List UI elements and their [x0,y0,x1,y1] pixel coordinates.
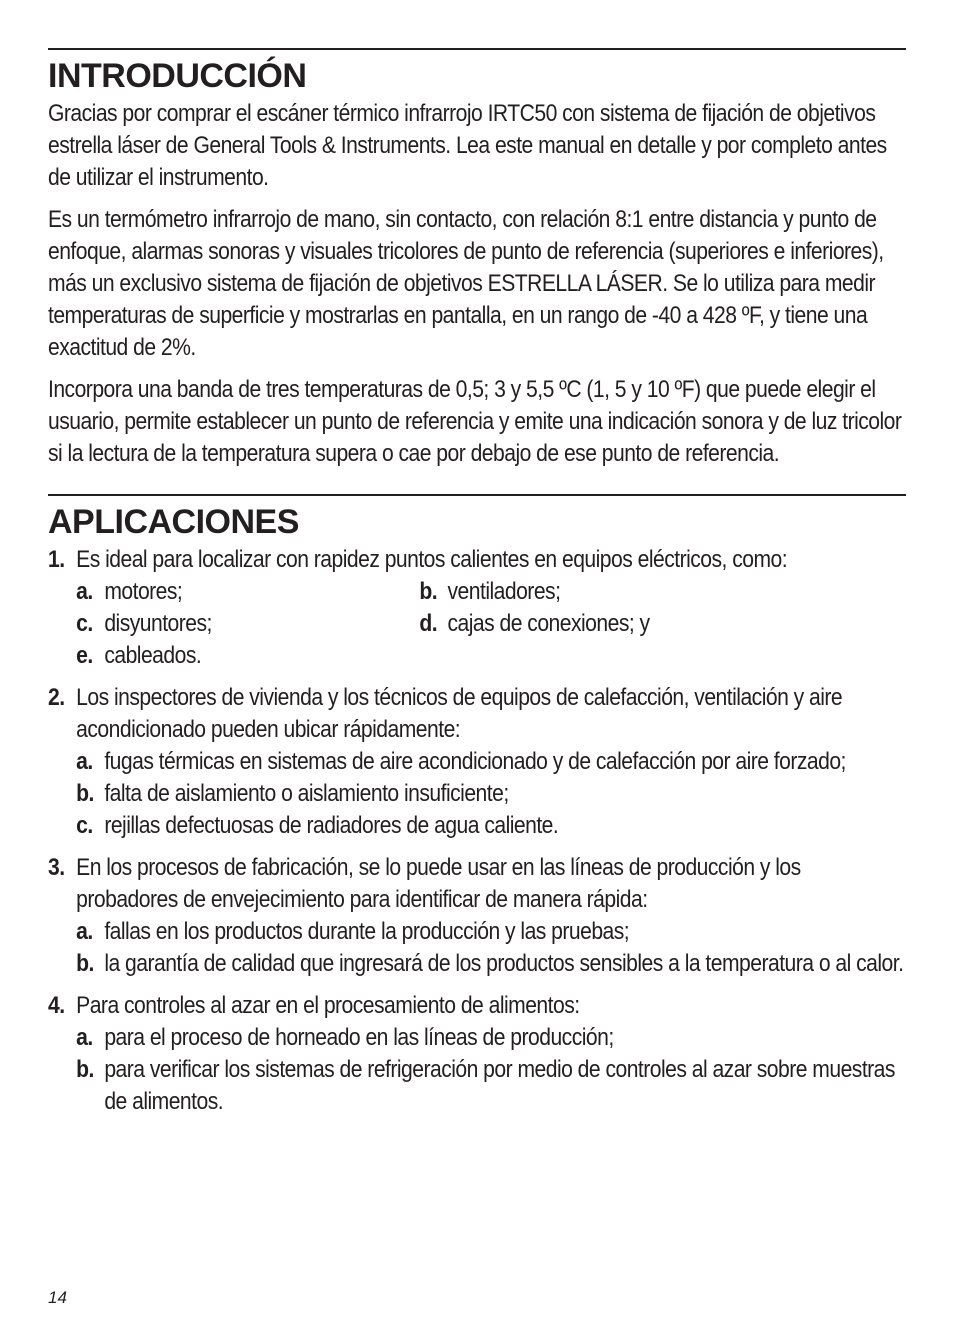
sub-letter: a. [76,578,93,605]
sub-text: cableados. [104,642,202,669]
sub-letter: a. [76,748,93,775]
sub-letter: e. [76,642,93,669]
sub-letter: b. [76,780,94,807]
sub-text: para verificar los sistemas de refrigeración por medio de controles al azar sobre muestras de alimentos. [104,1056,895,1115]
sub-item [419,576,906,608]
item-number: 3. [48,854,65,881]
item-number: 4. [48,992,65,1019]
sub-letter: b. [76,950,94,977]
application-item [48,544,906,672]
intro-heading: INTRODUCCIÓN [48,57,307,95]
intro-paragraph: Incorpora una banda de tres temperaturas de 0,5; 3 y 5,5 ºC (1, 5 y 10 ºF) que puede elegir el usuario, permite establecer un punto de referencia y emite una indicación sonora y de luz tricolor si la lectura de la temperatura supera o cae por debajo de ese punto de referencia. [48,376,902,467]
page-number: 14 [48,1288,67,1307]
sub-list [76,576,906,672]
sub-letter: a. [76,1024,93,1051]
application-item [48,852,906,980]
sub-letter: b. [76,1056,94,1083]
sub-text: falta de aislamiento o aislamiento insuficiente; [104,780,509,807]
applications-body [48,544,906,1118]
sub-list [76,746,906,842]
item-text: En los procesos de fabricación, se lo puede usar en las líneas de producción y los probadores de envejecimiento para identificar de manera rápida: [76,854,801,913]
sub-text: la garantía de calidad que ingresará de los productos sensibles a la temperatura o al calor. [104,950,904,977]
sub-item [76,1022,906,1054]
intro-paragraph: Es un termómetro infrarrojo de mano, sin contacto, con relación 8:1 entre distancia y punto de enfoque, alarmas sonoras y visuales tricolores de punto de referencia (superiores e inferiores), más un exclusivo sistema de fijación de objetivos ESTRELLA LÁSER. Se lo utiliza para medir temperaturas de superficie y mostrarlas en pantalla, en un rango de -40 a 428 ºF, y tiene una exactitud de 2%. [48,206,884,361]
sub-item [76,640,419,672]
intro-body [48,98,906,470]
sub-text: fallas en los productos durante la producción y las pruebas; [104,918,630,945]
sub-item [76,746,906,778]
application-item [48,682,906,842]
sub-item [419,608,906,640]
application-item [48,990,906,1118]
sub-text: ventiladores; [447,578,561,605]
sub-letter: a. [76,918,93,945]
sub-text: rejillas defectuosas de radiadores de agua caliente. [104,812,559,839]
applications-list [48,544,906,1118]
sub-list [76,1022,906,1118]
sub-item [76,1054,906,1118]
sub-text: motores; [104,578,183,605]
sub-letter: d. [419,610,438,637]
sub-letter: c. [76,610,93,637]
sub-letter: c. [76,812,93,839]
sub-letter: b. [419,578,438,605]
sub-text: disyuntores; [104,610,212,637]
item-text: Para controles al azar en el procesamiento de alimentos: [76,992,580,1019]
item-number: 1. [48,546,65,573]
manual-page [48,48,906,1128]
sub-item [76,810,906,842]
item-text: Es ideal para localizar con rapidez puntos calientes en equipos eléctricos, como: [76,546,788,573]
item-number: 2. [48,684,65,711]
sub-list [76,916,906,980]
sub-item [76,948,906,980]
sub-item [76,608,419,640]
sub-text: cajas de conexiones; y [447,610,650,637]
sub-item [76,916,906,948]
item-text: Los inspectores de vivienda y los técnicos de equipos de calefacción, ventilación y aire acondicionado pueden ubicar rápidamente: [76,684,843,743]
sub-text: para el proceso de horneado en las líneas de producción; [104,1024,614,1051]
sub-item [76,778,906,810]
intro-paragraph: Gracias por comprar el escáner térmico infrarrojo IRTC50 con sistema de fijación de objetivos estrella láser de General Tools & Instruments. Lea este manual en detalle y por completo antes de utilizar el instrumento. [48,100,887,191]
applications-heading: APLICACIONES [48,503,299,541]
sub-text: fugas térmicas en sistemas de aire acondicionado y de calefacción por aire forzado; [104,748,846,775]
sub-item [76,576,419,608]
